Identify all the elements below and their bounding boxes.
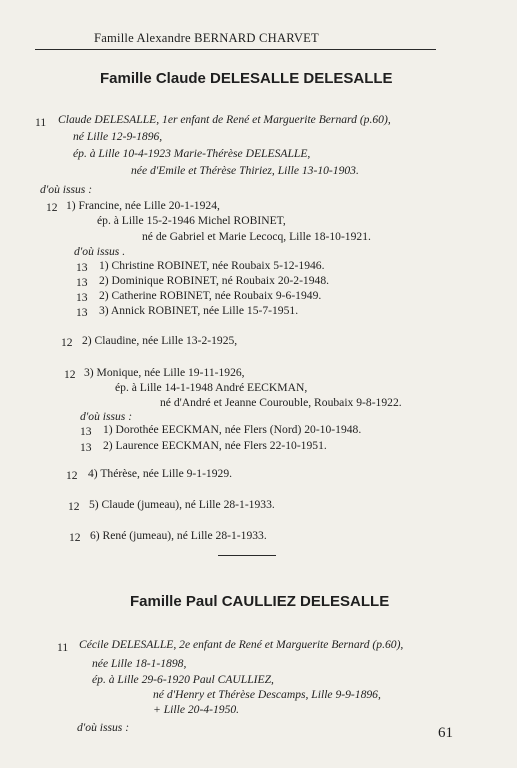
section-title-caulliez: Famille Paul CAULLIEZ DELESALLE — [130, 593, 390, 610]
gen-number: 13 — [76, 261, 88, 274]
issue-label: d'où issus : — [40, 183, 93, 196]
entry-line: née Lille 18-1-1898, — [92, 657, 187, 670]
child-entry: 3) Monique, née Lille 19-11-1926, — [84, 366, 245, 379]
entry-line: ép. à Lille 10-4-1923 Marie-Thérèse DELESALLE, — [73, 147, 311, 160]
child-entry-line: né de Gabriel et Marie Lecocq, Lille 18-10-1921. — [142, 230, 371, 243]
gen-number: 12 — [46, 201, 58, 214]
child-entry-line: ép. à Lille 15-2-1946 Michel ROBINET, — [97, 214, 286, 227]
child-entry: 4) Thérèse, née Lille 9-1-1929. — [88, 467, 233, 480]
entry-line: née d'Emile et Thérèse Thiriez, Lille 13-10-1903. — [131, 164, 359, 177]
gen-number: 13 — [80, 441, 92, 454]
gen-number: 12 — [69, 531, 81, 544]
issue-label: d'où issus : — [77, 721, 130, 734]
gen-number: 12 — [61, 336, 73, 349]
gen-number: 12 — [68, 500, 80, 513]
entry-line: Claude DELESALLE, 1er enfant de René et Marguerite Bernard (p.60), — [58, 113, 391, 126]
grandchild-entry: 3) Annick ROBINET, née Lille 15-7-1951. — [99, 304, 299, 317]
running-header: Famille Alexandre BERNARD CHARVET — [94, 31, 319, 45]
grandchild-entry: 2) Catherine ROBINET, née Roubaix 9-6-1949. — [99, 289, 322, 302]
section-title-delesalle: Famille Claude DELESALLE DELESALLE — [100, 70, 393, 87]
grandchild-entry: 1) Dorothée EECKMAN, née Flers (Nord) 20-10-1948. — [103, 423, 362, 436]
issue-label: d'où issus : — [80, 410, 133, 423]
gen-number: 12 — [66, 469, 78, 482]
child-entry: 1) Francine, née Lille 20-1-1924, — [66, 199, 220, 212]
entry-line: Cécile DELESALLE, 2e enfant de René et Marguerite Bernard (p.60), — [79, 638, 404, 651]
entry-line: né Lille 12-9-1896, — [73, 130, 163, 143]
entry-line: + Lille 20-4-1950. — [153, 703, 240, 716]
entry-line: né d'Henry et Thérèse Descamps, Lille 9-9-1896, — [153, 688, 381, 701]
page-number: 61 — [438, 725, 453, 741]
gen-number: 11 — [35, 116, 47, 129]
grandchild-entry: 2) Laurence EECKMAN, née Flers 22-10-1951. — [103, 439, 327, 452]
section-separator — [218, 555, 276, 556]
gen-number: 13 — [76, 306, 88, 319]
child-entry-line: ép. à Lille 14-1-1948 André EECKMAN, — [115, 381, 308, 394]
child-entry: 2) Claudine, née Lille 13-2-1925, — [82, 334, 238, 347]
grandchild-entry: 2) Dominique ROBINET, né Roubaix 20-2-1948. — [99, 274, 330, 287]
gen-number: 13 — [76, 276, 88, 289]
gen-number: 13 — [76, 291, 88, 304]
child-entry: 5) Claude (jumeau), né Lille 28-1-1933. — [89, 498, 275, 511]
grandchild-entry: 1) Christine ROBINET, née Roubaix 5-12-1946. — [99, 259, 325, 272]
child-entry: 6) René (jumeau), né Lille 28-1-1933. — [90, 529, 267, 542]
gen-number: 11 — [57, 641, 69, 654]
gen-number: 12 — [64, 368, 76, 381]
issue-label: d'où issus . — [74, 245, 126, 258]
entry-line: ép. à Lille 29-6-1920 Paul CAULLIEZ, — [92, 673, 274, 686]
header-rule — [35, 49, 436, 50]
gen-number: 13 — [80, 425, 92, 438]
child-entry-line: né d'André et Jeanne Courouble, Roubaix 9-8-1922. — [160, 396, 402, 409]
